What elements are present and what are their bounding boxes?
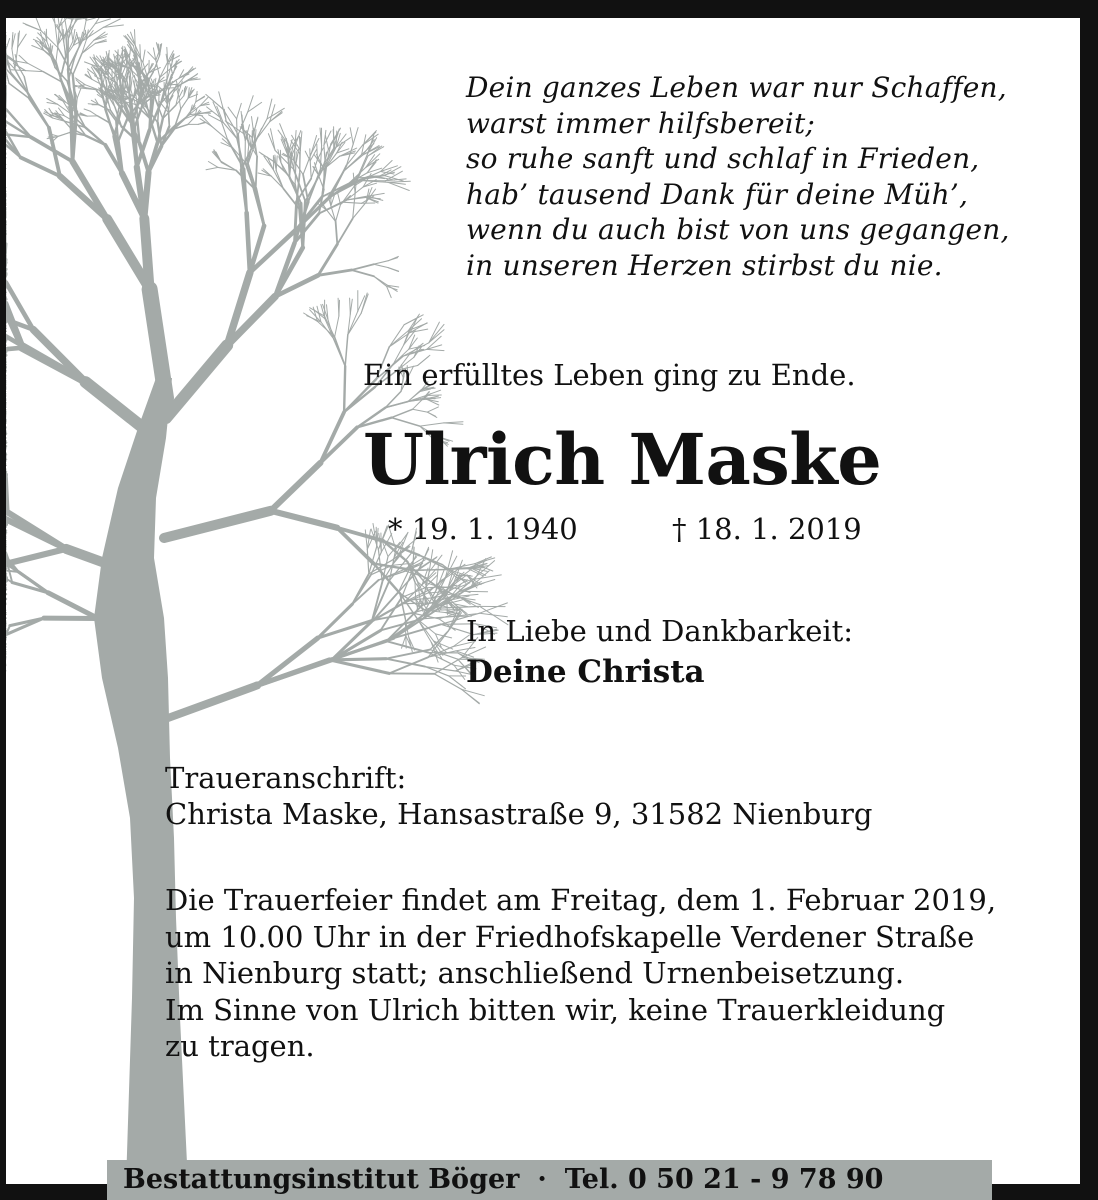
poem-line: Dein ganzes Leben war nur Schaffen, [466, 71, 1007, 104]
funeral-home-phone: Tel. 0 50 21 - 9 78 90 [564, 1164, 884, 1195]
poem-line: in unseren Herzen stirbst du nie. [466, 248, 943, 282]
poem-line: so ruhe sanft und schlaf in Frieden, [466, 142, 980, 175]
poem [466, 70, 1010, 283]
ceremony-line: zu tragen. [165, 1029, 315, 1063]
death-date: † 18. 1. 2019 [672, 512, 862, 546]
poem-line: wenn du auch bist von uns gegangen, [466, 213, 1010, 246]
thanks-line: In Liebe und Dankbarkeit: [466, 614, 854, 648]
deceased-name: Ulrich Maske [363, 418, 882, 501]
signer-name: Deine Christa [466, 654, 705, 690]
frame-border-top [0, 0, 1098, 18]
mourning-address [165, 760, 872, 832]
address-label: Traueranschrift: [165, 761, 407, 795]
frame-border-right [1080, 0, 1098, 1200]
footer-separator: · [537, 1164, 547, 1195]
funeral-home-footer [107, 1160, 992, 1200]
address-line: Christa Maske, Hansastraße 9, 31582 Nienburg [165, 797, 873, 831]
footer-text [123, 1160, 883, 1200]
lead-line: Ein erfülltes Leben ging zu Ende. [363, 358, 856, 392]
birth-date: * 19. 1. 1940 [388, 512, 578, 546]
funeral-home-name: Bestattungsinstitut Böger [123, 1164, 520, 1195]
poem-line: hab’ tausend Dank für deine Müh’, [466, 177, 969, 211]
ceremony-line: in Nienburg statt; anschließend Urnenbeisetzung. [165, 956, 905, 990]
poem-line: warst immer hilfsbereit; [466, 106, 816, 140]
ceremony-line: Die Trauerfeier findet am Freitag, dem 1. Februar 2019, [165, 883, 997, 917]
ceremony-line: um 10.00 Uhr in der Friedhofskapelle Verdener Straße [165, 919, 975, 954]
ceremony-line: Im Sinne von Ulrich bitten wir, keine Trauerkleidung [165, 992, 946, 1027]
ceremony-details [165, 882, 996, 1065]
